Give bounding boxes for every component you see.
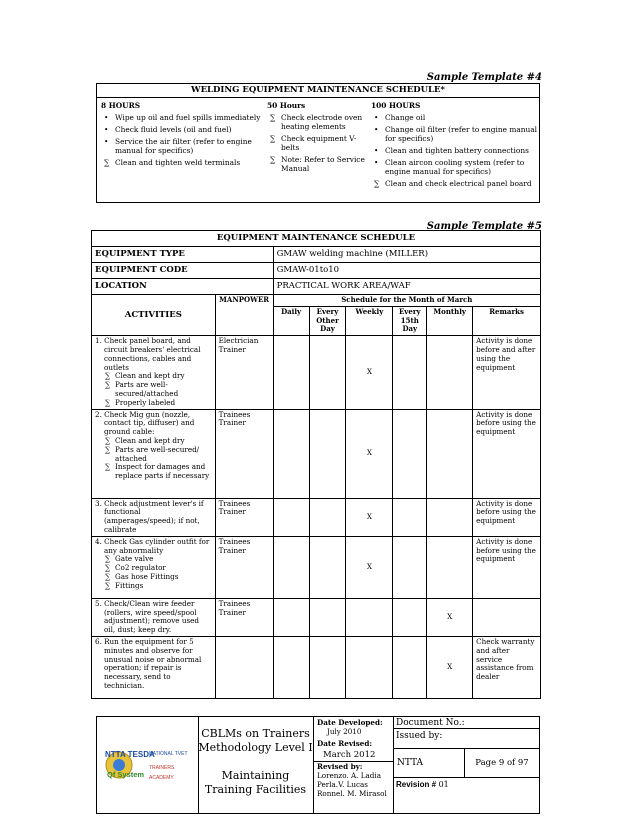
activity-subitems (95, 437, 212, 481)
every-other-day-cell (309, 498, 346, 536)
every-15th-cell (393, 336, 427, 409)
logo-text-system: Qf System (107, 770, 145, 779)
subitem-text: Parts are well-secured/attached (115, 380, 179, 398)
logo-graphic (97, 717, 198, 813)
daily-cell (273, 409, 309, 498)
activity-text: 6. Run the equipment for 5 minutes and observe for unusual noise or abnormal operation; if repair is necessary, send to technician. (95, 636, 202, 690)
subitem-text: Properly labeled (115, 397, 176, 407)
weekly-cell: X (346, 498, 393, 536)
manpower-cell (215, 636, 273, 698)
every-15th-cell (393, 498, 427, 536)
item-text: Clean aircon cooling system (refer to engine manual for specifics) (385, 158, 525, 176)
subitem-text: Parts are well-secured/ attached (115, 444, 200, 463)
sigma-bullet-icon: ∑ (105, 563, 111, 573)
date-revised-label: Date Revised: (317, 739, 373, 748)
activity-subitems (95, 372, 212, 407)
remarks-cell: Activity is done before and after using the equipment (473, 336, 541, 409)
sigma-bullet-icon: ∑ (105, 580, 111, 590)
welding-maintenance-schedule (96, 83, 540, 203)
activity-text: 2. Check Mig gun (nozzle, contact tip, diffuser) and ground cable: (95, 409, 195, 437)
manpower-header: MANPOWER (215, 295, 273, 336)
logo-text-ntta: NTTA TESDA (105, 750, 155, 759)
manpower-cell: Trainees Trainer (215, 498, 273, 536)
remarks-cell: Activity is done before using the equipment (473, 498, 541, 536)
equipment-type-value: GMAW welding machine (MILLER) (273, 247, 540, 263)
bullet-icon: • (104, 125, 109, 134)
revised-by-2: Perla.V. Lucas (317, 780, 368, 789)
bullet-icon: ∑ (270, 155, 276, 164)
sigma-bullet-icon: ∑ (105, 397, 111, 407)
item-text: Check equipment V-belts (281, 134, 357, 152)
weekly-cell (346, 636, 393, 698)
bullet-icon: • (104, 113, 109, 122)
activity-cell (92, 636, 216, 698)
sigma-bullet-icon: ∑ (105, 444, 111, 454)
revision (396, 780, 449, 789)
daily-cell (273, 598, 309, 636)
sigma-bullet-icon: ∑ (105, 435, 111, 445)
manpower-cell: Trainees Trainer (215, 598, 273, 636)
schedule-month-header: Schedule for the Month of March (273, 295, 540, 307)
item-text: Service the air filter (refer to engine manual for specifics) (115, 137, 252, 155)
every-15th-cell (393, 598, 427, 636)
item-text: Note: Refer to Service Manual (281, 155, 365, 173)
remarks-cell: Activity is done before using the equipment (473, 409, 541, 498)
100-hours-item (371, 146, 539, 155)
daily-cell (273, 498, 309, 536)
sample-template-4-label: Sample Template #4 (426, 72, 542, 83)
bullet-icon: ∑ (374, 179, 380, 188)
logo-text-national: NATIONAL TVET (149, 751, 188, 757)
subitem-text: Gas hose Fittings (115, 571, 179, 581)
manpower-cell: Trainees Trainer (215, 536, 273, 598)
daily-cell (273, 636, 309, 698)
sigma-bullet-icon: ∑ (105, 380, 111, 390)
sigma-bullet-icon: ∑ (105, 462, 111, 472)
activity-row (92, 598, 541, 636)
col-100-hours (371, 101, 539, 191)
footer-dates (313, 717, 394, 813)
8-hours-item (101, 137, 261, 155)
activity-row (92, 636, 541, 698)
remarks-cell (473, 598, 541, 636)
activity-subitems (95, 555, 212, 590)
col-50-hours (267, 101, 367, 176)
activity-row (92, 409, 541, 498)
activity-text: 3. Check adjustment lever's if functional (amperages/speed); if not, calibrate (95, 498, 204, 534)
weekly-cell: X (346, 336, 393, 409)
bullet-icon: • (374, 125, 379, 134)
50-hours-item (267, 134, 367, 152)
logo-text-academy: ACADEMY (149, 775, 174, 781)
activity-cell (92, 498, 216, 536)
sigma-bullet-icon: ∑ (105, 571, 111, 581)
activity-subitem (105, 446, 212, 464)
item-text: Clean and tighten weld terminals (115, 158, 241, 167)
col-100-hours-heading: 100 HOURS (371, 101, 421, 110)
bullet-icon: • (104, 137, 109, 146)
100-hours-item (371, 125, 539, 143)
manpower-cell: Electrician Trainer (215, 336, 273, 409)
daily-cell (273, 536, 309, 598)
8-hours-item (101, 158, 261, 167)
subitem-text: Clean and kept dry (115, 435, 185, 445)
item-text: Check electrode oven heating elements (281, 113, 363, 131)
activity-text: 4. Check Gas cylinder outfit for any abnormality (95, 536, 210, 555)
every-other-day-cell (309, 409, 346, 498)
activity-row (92, 498, 541, 536)
date-revised-value: March 2012 (323, 750, 376, 760)
item-text: Clean and tighten battery connections (385, 146, 529, 155)
monthly-cell (427, 336, 473, 409)
activity-cell (92, 409, 216, 498)
weekly-cell: X (346, 536, 393, 598)
sample-template-5-label: Sample Template #5 (426, 221, 542, 232)
page-number: Page 9 of 97 (465, 748, 539, 778)
activity-subitem (105, 463, 212, 481)
remarks-header: Remarks (473, 306, 541, 335)
item-text: Clean and check electrical panel board (385, 179, 532, 188)
monthly-cell: X (427, 636, 473, 698)
course-title: CBLMs on Trainers Methodology Level I (198, 727, 313, 754)
item-text: Change oil filter (refer to engine manual for specifics) (385, 125, 538, 143)
activity-subitem (105, 399, 212, 408)
equipment-type-label: EQUIPMENT TYPE (92, 247, 274, 263)
8-hours-item (101, 113, 261, 122)
bullet-icon: • (374, 113, 379, 122)
100-hours-item (371, 158, 539, 176)
logo-text-trainers: TRAINERS (149, 765, 175, 771)
item-text: Check fluid levels (oil and fuel) (115, 125, 232, 134)
item-text: Change oil (385, 113, 426, 122)
module-title: Maintaining Training Facilities (204, 769, 307, 796)
bullet-icon: • (374, 146, 379, 155)
every-15th-cell (393, 536, 427, 598)
location-label: LOCATION (92, 279, 274, 295)
ntta-logo (97, 717, 199, 813)
schedule-title: EQUIPMENT MAINTENANCE SCHEDULE (92, 231, 541, 247)
50-hours-item (267, 155, 367, 173)
activity-text: 5. Check/Clean wire feeder (rollers, wire speed/spool adjustment); remove used oil, dust; keep dry. (95, 598, 200, 635)
issued-by-label: Issued by: (396, 731, 443, 741)
bullet-icon: • (374, 158, 379, 167)
monthly-header: Monthly (427, 306, 473, 335)
every-15th-cell (393, 409, 427, 498)
8-hours-item (101, 125, 261, 134)
item-text: Wipe up oil and fuel spills immediately (115, 113, 261, 122)
bullet-icon: ∑ (270, 113, 276, 122)
issued-by-value: NTTA (393, 748, 465, 778)
bullet-icon: ∑ (270, 134, 276, 143)
sigma-bullet-icon: ∑ (105, 554, 111, 564)
activity-text: 1. Check panel board, and circuit breakers' electrical connections, cables and outlets (95, 336, 201, 372)
monthly-cell (427, 409, 473, 498)
revised-by-label: Revised by: (317, 762, 363, 771)
equipment-maintenance-schedule (91, 230, 541, 699)
100-hours-item (371, 113, 539, 122)
activity-row (92, 536, 541, 598)
equipment-code-value: GMAW-01to10 (273, 263, 540, 279)
revision-label: Revision # (396, 780, 437, 789)
weekly-cell (346, 598, 393, 636)
document-no-label: Document No.: (393, 717, 539, 729)
col-8-hours-heading: 8 HOURS (101, 101, 141, 110)
footer-document-info (393, 717, 539, 813)
date-developed-value: July 2010 (327, 727, 362, 736)
every-other-day-cell (309, 536, 346, 598)
activity-subitem (105, 381, 212, 399)
revised-by-3: Ronnel. M. Mirasol (317, 789, 387, 798)
activity-row (92, 336, 541, 409)
manpower-cell: Trainees Trainer (215, 409, 273, 498)
date-developed-label: Date Developed: (317, 718, 383, 727)
weekly-cell: X (346, 409, 393, 498)
100-hours-item (371, 179, 539, 188)
every-other-day-cell (309, 598, 346, 636)
location-value: PRACTICAL WORK AREA/WAF (273, 279, 540, 295)
every-other-day-header: Every Other Day (309, 306, 346, 335)
every-15th-cell (393, 636, 427, 698)
activity-cell (92, 536, 216, 598)
remarks-cell: Check warranty and after service assistance from dealer (473, 636, 541, 698)
every-other-day-cell (309, 636, 346, 698)
col-8-hours (101, 101, 261, 170)
daily-cell (273, 336, 309, 409)
subitem-text: Inspect for damages and replace parts if necessary (115, 462, 210, 481)
welding-schedule-title: WELDING EQUIPMENT MAINTENANCE SCHEDULE* (97, 84, 539, 98)
daily-header: Daily (273, 306, 309, 335)
monthly-cell (427, 498, 473, 536)
every-other-day-cell (309, 336, 346, 409)
activity-subitem (105, 582, 212, 591)
equipment-code-label: EQUIPMENT CODE (92, 263, 274, 279)
50-hours-item (267, 113, 367, 131)
remarks-cell: Activity is done before using the equipment (473, 536, 541, 598)
activities-header: ACTIVITIES (92, 295, 216, 336)
subitem-text: Fittings (115, 580, 144, 590)
bullet-icon: ∑ (104, 158, 110, 167)
subitem-text: Gate valve (115, 554, 154, 564)
every-15th-day-header: Every 15th Day (393, 306, 427, 335)
monthly-cell: X (427, 598, 473, 636)
col-50-hours-heading: 50 Hours (267, 101, 306, 110)
document-footer (96, 716, 540, 814)
activity-cell (92, 598, 216, 636)
activity-cell (92, 336, 216, 409)
revision-value: 01 (438, 780, 449, 789)
revised-by-1: Lorenzo. A. Ladia (317, 771, 381, 780)
weekly-header: Weekly (346, 306, 393, 335)
subitem-text: Co2 regulator (115, 563, 166, 573)
sigma-bullet-icon: ∑ (105, 371, 111, 381)
footer-course-info (198, 717, 314, 813)
monthly-cell (427, 536, 473, 598)
subitem-text: Clean and kept dry (115, 371, 185, 381)
